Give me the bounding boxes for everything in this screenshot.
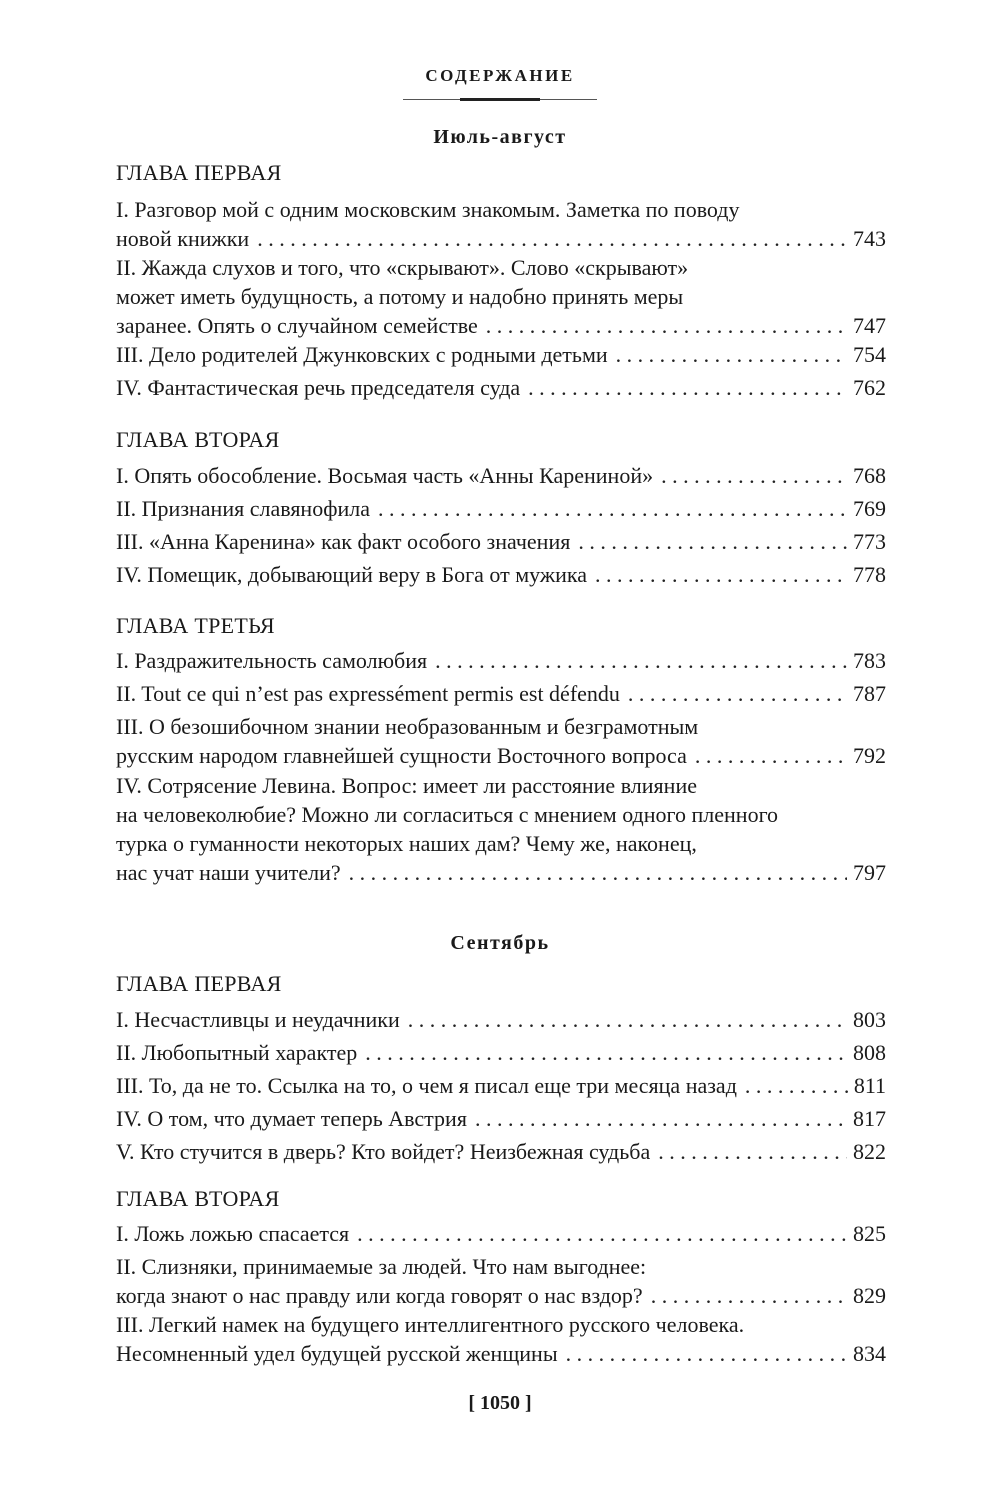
toc-entry[interactable]: [116, 1252, 886, 1310]
toc-page-number: 743: [853, 226, 886, 251]
toc-entry[interactable]: [116, 771, 886, 887]
toc-entry-line: заранее. Опять о случайном семействе: [116, 313, 478, 338]
toc-page-number: 822: [853, 1139, 886, 1164]
dot-leader: [475, 1104, 847, 1133]
dot-leader: [661, 461, 847, 490]
toc-entry-line: III. О безошибочном знании необразованным и безграмотным: [116, 714, 699, 739]
toc-entry-last-line: [116, 373, 886, 402]
toc-entry-last-line: [116, 560, 886, 589]
toc-page-number: 747: [853, 313, 886, 338]
toc-entry-last-line: [116, 1281, 886, 1310]
toc-page-number: 797: [853, 860, 886, 885]
toc-page-number: 783: [853, 648, 886, 673]
toc-entry[interactable]: [116, 1005, 886, 1034]
toc-entry-last-line: [116, 1038, 886, 1067]
toc-entry[interactable]: [116, 1038, 886, 1067]
toc-entry-last-line: [116, 1137, 886, 1166]
chapter-label: ГЛАВА ТРЕТЬЯ: [116, 613, 275, 638]
toc-entry-line: I. Ложь ложью спасается: [116, 1221, 350, 1246]
toc-entry-line: на человеколюбие? Можно ли согласиться с мнением одного пленного: [116, 802, 779, 827]
toc-entry[interactable]: [116, 1137, 886, 1166]
toc-entry-line: новой книжки: [116, 226, 250, 251]
toc-entry-last-line: [116, 646, 886, 675]
toc-page-number: 769: [853, 496, 886, 521]
toc-entry-line: когда знают о нас правду или когда говорят о нас вздор?: [116, 1283, 643, 1308]
dot-leader: [486, 311, 847, 340]
toc-entry[interactable]: [116, 373, 886, 402]
toc-entry-line: II. Любопытный характер: [116, 1040, 358, 1065]
toc-entry-line: V. Кто стучится в дверь? Кто войдет? Неизбежная судьба: [116, 1139, 651, 1164]
dot-leader: [528, 373, 847, 402]
dot-leader: [378, 494, 847, 523]
toc-entry-line: I. Несчастливцы и неудачники: [116, 1007, 400, 1032]
toc-entry-last-line: [116, 1005, 886, 1034]
toc-page-number: 773: [853, 529, 886, 554]
dot-leader: [695, 741, 847, 770]
toc-entry-last-line: [116, 679, 886, 708]
dot-leader: [408, 1005, 847, 1034]
toc-entry[interactable]: [116, 1104, 886, 1133]
toc-page-number: 808: [853, 1040, 886, 1065]
toc-entry-line: Несомненный удел будущей русской женщины: [116, 1341, 558, 1366]
toc-page-number: 803: [853, 1007, 886, 1032]
toc-entry-last-line: [116, 1104, 886, 1133]
toc-entry[interactable]: [116, 1219, 886, 1248]
chapter-label: ГЛАВА ВТОРАЯ: [116, 427, 280, 452]
toc-entry[interactable]: [116, 494, 886, 523]
dot-leader: [365, 1038, 847, 1067]
toc-page-number: 817: [853, 1106, 886, 1131]
dot-leader: [257, 224, 847, 253]
toc-entry-line: русским народом главнейшей сущности Восточного вопроса: [116, 743, 687, 768]
toc-page-number: 834: [853, 1341, 886, 1366]
toc-entry-line: I. Разговор мой с одним московским знакомым. Заметка по поводу: [116, 197, 740, 222]
toc-entry-last-line: [116, 494, 886, 523]
toc-entry-last-line: [116, 461, 886, 490]
toc-page-number: 768: [853, 463, 886, 488]
toc-entry[interactable]: [116, 560, 886, 589]
toc-entry-line: IV. Помещик, добывающий веру в Бога от мужика: [116, 562, 587, 587]
dot-leader: [658, 1137, 847, 1166]
toc-entry-line: I. Опять обособление. Восьмая часть «Анны Карениной»: [116, 463, 654, 488]
toc-entry-line: нас учат наши учители?: [116, 860, 341, 885]
toc-entry-last-line: [116, 858, 886, 887]
dot-leader: [595, 560, 847, 589]
section-title: Июль-август: [433, 126, 567, 148]
toc-entry[interactable]: [116, 527, 886, 556]
toc-entry-line: IV. Сотрясение Левина. Вопрос: имеет ли расстояние влияние: [116, 773, 697, 798]
toc-entry-line: II. Признания славянофила: [116, 496, 370, 521]
toc-entry[interactable]: [116, 195, 886, 253]
toc-entry-last-line: [116, 741, 886, 770]
dot-leader: [651, 1281, 847, 1310]
toc-entry-line: II. Жажда слухов и того, что «скрывают». Слово «скрывают»: [116, 255, 689, 280]
section-title: Сентябрь: [450, 932, 550, 954]
dot-leader: [349, 858, 847, 887]
toc-entry-last-line: [116, 1071, 886, 1100]
dot-leader: [435, 646, 847, 675]
toc-entry-line: IV. Фантастическая речь председателя суда: [116, 375, 521, 400]
toc-page-number: 792: [853, 743, 886, 768]
toc-entry-last-line: [116, 340, 886, 369]
dot-leader: [628, 679, 847, 708]
toc-entry-line: II. Tout ce qui n’est pas expressément permis est défendu: [116, 681, 620, 706]
toc-page-number: 762: [853, 375, 886, 400]
toc-entry[interactable]: [116, 253, 886, 340]
page-number: [ 1050 ]: [468, 1392, 532, 1414]
toc-entry-line: IV. О том, что думает теперь Австрия: [116, 1106, 467, 1131]
toc-page-number: 829: [853, 1283, 886, 1308]
chapter-label: ГЛАВА ПЕРВАЯ: [116, 971, 282, 996]
toc-entry-last-line: [116, 527, 886, 556]
toc-entry-line: III. Дело родителей Джунковских с родными детьми: [116, 342, 608, 367]
header-rule-accent: [460, 98, 540, 101]
dot-leader: [578, 527, 847, 556]
toc-page-number: 811: [853, 1073, 886, 1098]
toc-entry-line: III. Легкий намек на будущего интеллигентного русского человека.: [116, 1312, 745, 1337]
toc-entry-last-line: [116, 1219, 886, 1248]
toc-header: СОДЕРЖАНИЕ: [425, 66, 575, 85]
dot-leader: [357, 1219, 847, 1248]
toc-entry[interactable]: [116, 1310, 886, 1368]
toc-entry[interactable]: [116, 712, 886, 770]
toc-page-number: 787: [853, 681, 886, 706]
toc-entry-line: турка о гуманности некоторых наших дам? Чему же, наконец,: [116, 831, 697, 856]
toc-entry[interactable]: [116, 340, 886, 369]
chapter-label: ГЛАВА ВТОРАЯ: [116, 1186, 280, 1211]
toc-page-number: 754: [853, 342, 886, 367]
toc-entry[interactable]: [116, 679, 886, 708]
toc-entry[interactable]: [116, 646, 886, 675]
toc-page-number: 778: [853, 562, 886, 587]
chapter-label: ГЛАВА ПЕРВАЯ: [116, 160, 282, 185]
toc-entry-line: III. «Анна Каренина» как факт особого значения: [116, 529, 571, 554]
toc-entry-last-line: [116, 311, 886, 340]
toc-entry-line: I. Раздражительность самолюбия: [116, 648, 428, 673]
toc-entry-last-line: [116, 224, 886, 253]
toc-entry-line: может иметь будущность, а потому и надобно принять меры: [116, 284, 684, 309]
toc-entry-line: III. То, да не то. Ссылка на то, о чем я писал еще три месяца назад: [116, 1073, 737, 1098]
toc-page-number: 825: [853, 1221, 886, 1246]
dot-leader: [616, 340, 847, 369]
toc-entry-line: II. Слизняки, принимаемые за людей. Что нам выгоднее:: [116, 1254, 647, 1279]
toc-entry[interactable]: [116, 1071, 886, 1100]
toc-entry[interactable]: [116, 461, 886, 490]
dot-leader: [745, 1071, 848, 1100]
dot-leader: [566, 1339, 847, 1368]
toc-entry-last-line: [116, 1339, 886, 1368]
